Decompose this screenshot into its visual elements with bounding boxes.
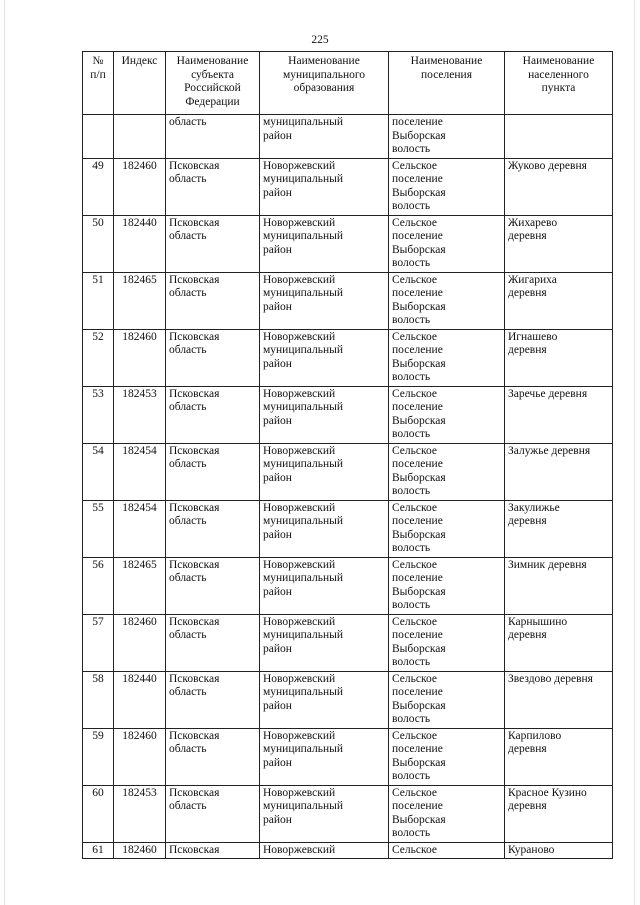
- cell-settlement: Сельское поселение Выборская волость: [389, 557, 505, 614]
- cell-postal-index: [114, 115, 166, 159]
- cell-settlement: Сельское поселение Выборская волость: [389, 671, 505, 728]
- cell-locality: Жигариха деревня: [505, 272, 613, 329]
- cell-federal-subject: Псковская область: [166, 329, 260, 386]
- table-row: [83, 728, 613, 785]
- cell-municipality: Новоржевский муниципальный район: [260, 215, 389, 272]
- cell-settlement: Сельское: [389, 842, 505, 859]
- table-row: [83, 329, 613, 386]
- cell-postal-index: 182460: [114, 158, 166, 215]
- cell-locality: Звездово деревня: [505, 671, 613, 728]
- cell-federal-subject: Псковская область: [166, 671, 260, 728]
- cell-postal-index: 182460: [114, 842, 166, 859]
- cell-settlement: Сельское поселение Выборская волость: [389, 158, 505, 215]
- cell-postal-index: 182465: [114, 272, 166, 329]
- cell-municipality: Новоржевский муниципальный район: [260, 500, 389, 557]
- table-row: [83, 614, 613, 671]
- cell-row-number: 52: [83, 329, 114, 386]
- cell-settlement: Сельское поселение Выборская волость: [389, 500, 505, 557]
- table-row: [83, 272, 613, 329]
- header-municipality: Наименование муниципального образования: [260, 52, 389, 115]
- cell-federal-subject: Псковская область: [166, 614, 260, 671]
- cell-municipality: Новоржевский муниципальный район: [260, 443, 389, 500]
- cell-federal-subject: Псковская область: [166, 158, 260, 215]
- page-number: 225: [311, 34, 329, 46]
- cell-row-number: 54: [83, 443, 114, 500]
- cell-postal-index: 182454: [114, 500, 166, 557]
- cell-municipality: Новоржевский муниципальный район: [260, 272, 389, 329]
- table-row: [83, 215, 613, 272]
- table-row: [83, 443, 613, 500]
- cell-row-number: 57: [83, 614, 114, 671]
- cell-federal-subject: Псковская область: [166, 386, 260, 443]
- table-row: [83, 115, 613, 159]
- cell-postal-index: 182440: [114, 215, 166, 272]
- header-postal-index: Индекс: [114, 52, 166, 115]
- cell-locality: Карнышино деревня: [505, 614, 613, 671]
- cell-row-number: 60: [83, 785, 114, 842]
- cell-locality: Карпилово деревня: [505, 728, 613, 785]
- cell-settlement: Сельское поселение Выборская волость: [389, 215, 505, 272]
- cell-settlement: Сельское поселение Выборская волость: [389, 272, 505, 329]
- table-row: [83, 386, 613, 443]
- scan-edge-left: [4, 0, 5, 905]
- cell-federal-subject: Псковская область: [166, 785, 260, 842]
- table-body: [83, 115, 613, 859]
- cell-municipality: Новоржевский муниципальный район: [260, 671, 389, 728]
- table-header: [83, 52, 613, 115]
- header-locality: Наименование населенного пункта: [505, 52, 613, 115]
- table-row: [83, 671, 613, 728]
- cell-settlement: Сельское поселение Выборская волость: [389, 785, 505, 842]
- cell-locality: Зимник деревня: [505, 557, 613, 614]
- cell-postal-index: 182454: [114, 443, 166, 500]
- cell-locality: Залужье деревня: [505, 443, 613, 500]
- cell-federal-subject: Псковская область: [166, 728, 260, 785]
- cell-settlement: Сельское поселение Выборская волость: [389, 614, 505, 671]
- cell-municipality: Новоржевский муниципальный район: [260, 557, 389, 614]
- cell-row-number: 56: [83, 557, 114, 614]
- cell-row-number: 53: [83, 386, 114, 443]
- cell-locality: Красное Кузино деревня: [505, 785, 613, 842]
- cell-settlement: поселение Выборская волость: [389, 115, 505, 159]
- cell-row-number: 59: [83, 728, 114, 785]
- cell-federal-subject: Псковская область: [166, 215, 260, 272]
- table-row: [83, 785, 613, 842]
- cell-locality: Жихарево деревня: [505, 215, 613, 272]
- header-settlement: Наименование поселения: [389, 52, 505, 115]
- cell-settlement: Сельское поселение Выборская волость: [389, 329, 505, 386]
- cell-locality: [505, 115, 613, 159]
- cell-postal-index: 182453: [114, 386, 166, 443]
- table-row: [83, 842, 613, 859]
- cell-federal-subject: Псковская область: [166, 500, 260, 557]
- cell-row-number: 55: [83, 500, 114, 557]
- cell-municipality: Новоржевский муниципальный район: [260, 158, 389, 215]
- cell-locality: Жуково деревня: [505, 158, 613, 215]
- cell-postal-index: 182460: [114, 728, 166, 785]
- cell-locality: Кураново: [505, 842, 613, 859]
- cell-row-number: 49: [83, 158, 114, 215]
- table-row: [83, 158, 613, 215]
- cell-municipality: Новоржевский: [260, 842, 389, 859]
- table-row: [83, 500, 613, 557]
- cell-municipality: Новоржевский муниципальный район: [260, 785, 389, 842]
- cell-municipality: Новоржевский муниципальный район: [260, 728, 389, 785]
- cell-municipality: Новоржевский муниципальный район: [260, 386, 389, 443]
- cell-municipality: Новоржевский муниципальный район: [260, 614, 389, 671]
- cell-locality: Заречье деревня: [505, 386, 613, 443]
- cell-settlement: Сельское поселение Выборская волость: [389, 728, 505, 785]
- header-row: [83, 52, 613, 115]
- cell-locality: Закулижье деревня: [505, 500, 613, 557]
- cell-settlement: Сельское поселение Выборская волость: [389, 386, 505, 443]
- cell-federal-subject: Псковская область: [166, 557, 260, 614]
- cell-federal-subject: Псковская область: [166, 272, 260, 329]
- table-row: [83, 557, 613, 614]
- cell-municipality: Новоржевский муниципальный район: [260, 329, 389, 386]
- cell-locality: Игнашево деревня: [505, 329, 613, 386]
- cell-postal-index: 182460: [114, 614, 166, 671]
- cell-federal-subject: Псковская: [166, 842, 260, 859]
- scan-edge-right: [634, 0, 635, 905]
- cell-row-number: 61: [83, 842, 114, 859]
- cell-postal-index: 182460: [114, 329, 166, 386]
- cell-postal-index: 182440: [114, 671, 166, 728]
- cell-settlement: Сельское поселение Выборская волость: [389, 443, 505, 500]
- cell-row-number: [83, 115, 114, 159]
- cell-federal-subject: область: [166, 115, 260, 159]
- cell-postal-index: 182453: [114, 785, 166, 842]
- cell-row-number: 51: [83, 272, 114, 329]
- cell-row-number: 58: [83, 671, 114, 728]
- cell-federal-subject: Псковская область: [166, 443, 260, 500]
- cell-municipality: муниципальный район: [260, 115, 389, 159]
- header-row-number: № п/п: [83, 52, 114, 115]
- header-federal-subject: Наименование субъекта Российской Федерации: [166, 52, 260, 115]
- settlements-table: [82, 51, 613, 859]
- cell-postal-index: 182465: [114, 557, 166, 614]
- cell-row-number: 50: [83, 215, 114, 272]
